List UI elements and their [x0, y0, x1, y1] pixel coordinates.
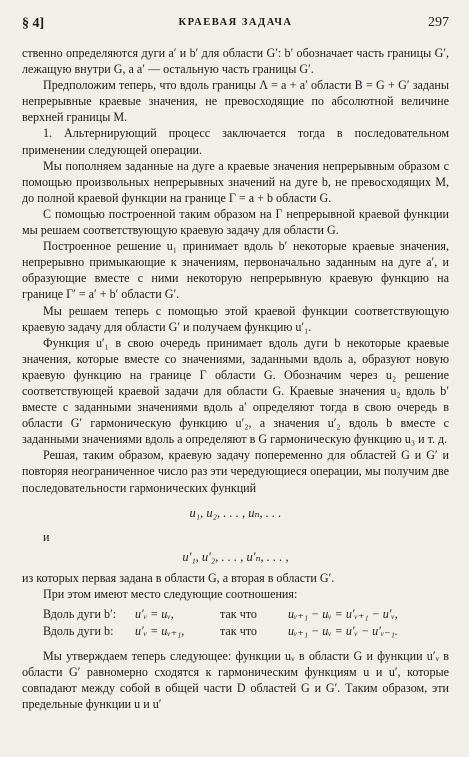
relations-intro: При этом имеют место следующие соотношения:	[43, 586, 298, 601]
paragraph: 1. Альтернирующий процесс заключается тогда в последовательном применении следующей операции.	[22, 126, 449, 157]
paragraph: С помощью построенной таким образом на Γ непрерывной краевой функции мы решаем соответствующую краевую задачу для области G.	[22, 206, 449, 238]
relation-equality: u′ᵥ = uᵥ₊₁,	[135, 623, 185, 638]
relation-difference: uᵥ₊₁ − uᵥ = u′ᵥ − u′ᵥ₋₁.	[288, 623, 398, 638]
paragraph: Предположим теперь, что вдоль границы Λ = a + a′ области B = G + G′ заданы непрерывные краевые значения, не превосходящие по абсолютной величине верхней границы M.	[22, 78, 449, 125]
body-text	[22, 45, 449, 712]
connector-and: и	[43, 529, 50, 544]
running-header	[22, 14, 449, 36]
relation-row	[22, 606, 449, 623]
sequence-u-prime: u′₁, u′₂, . . . , u′ₙ, . . . ,	[182, 549, 289, 564]
page-number: 297	[428, 15, 449, 30]
paragraph: Мы пополняем заданные на дуге a краевые значения непрерывным образом с помощью произвольных непрерывных значений на дуге b, не превосходящих M, до полной краевой функции на границе Γ = a + b области G.	[22, 158, 449, 205]
sequence-u: u₁, u₂, . . . , uₙ, . . .	[189, 505, 282, 520]
relation-label: Вдоль дуги b:	[43, 623, 114, 638]
paragraph-after-sequences: из которых первая задана в области G, а вторая в области G′.	[22, 570, 335, 585]
relation-so-that: так что	[220, 606, 257, 621]
relation-equality: u′ᵥ = uᵥ,	[135, 606, 174, 621]
relation-difference: uᵥ₊₁ − uᵥ = u′ᵥ₊₁ − u′ᵥ,	[288, 606, 398, 621]
paragraph: Мы решаем теперь с помощью этой краевой функции соответствующую краевую задачу для области G′ и получаем функцию u′₁.	[22, 303, 449, 334]
section-marker: § 4]	[22, 16, 45, 31]
relation-so-that: так что	[220, 623, 257, 638]
paragraph: Функция u′₁ в свою очередь принимает вдоль дуги b некоторые краевые значения, которые вместе со значениями, заданными вдоль a, образуют новую краевую функцию на границе Γ области G. Обозначим через u₂ решение соответствующей краевой задачи для области G. Краевые значения u₂ вдоль b′ вместе с заданными значениями вдоль a′ определяют тогда в свою очередь в области G′ гармоническую функцию u′₂, а значения u′₂ вдоль b вместе с заданными значениями вдоль a определяют в G гармоническую функцию u₃ и т. д.	[22, 335, 449, 447]
relation-label: Вдоль дуги b′:	[43, 606, 117, 621]
relation-row	[22, 623, 449, 640]
paragraph-continuation: ственно определяются дуги a′ и b′ для области G′: b′ обозначает часть границы G′, лежащую внутри G, а a′ — остальную часть границы G′.	[22, 46, 449, 77]
paragraph: Решая, таким образом, краевую задачу попеременно для областей G и G′ и повторяя неограниченное число раз эти чередующиеся операции, мы получим две последовательности гармонических функций	[22, 448, 449, 495]
relations-block	[22, 606, 449, 640]
running-title: КРАЕВАЯ ЗАДАЧА	[178, 17, 293, 28]
final-paragraph: Мы утверждаем теперь следующее: функции uᵥ в области G и функции u′ᵥ в области G′ равномерно сходятся к гармоническим функциям u и u′, которые совпадают между собой в общей части D областей G и G′. Таким образом, эти предельные функции u и u′	[22, 648, 449, 712]
paragraph: Построенное решение u₁ принимает вдоль b′ некоторые краевые значения, непрерывно примыкающие к значениям, первоначально заданным на дуге a′, и образующие вместе с ними некоторую непрерывную краевую функцию на границе Γ′ = a′ + b′ области G′.	[22, 239, 449, 302]
